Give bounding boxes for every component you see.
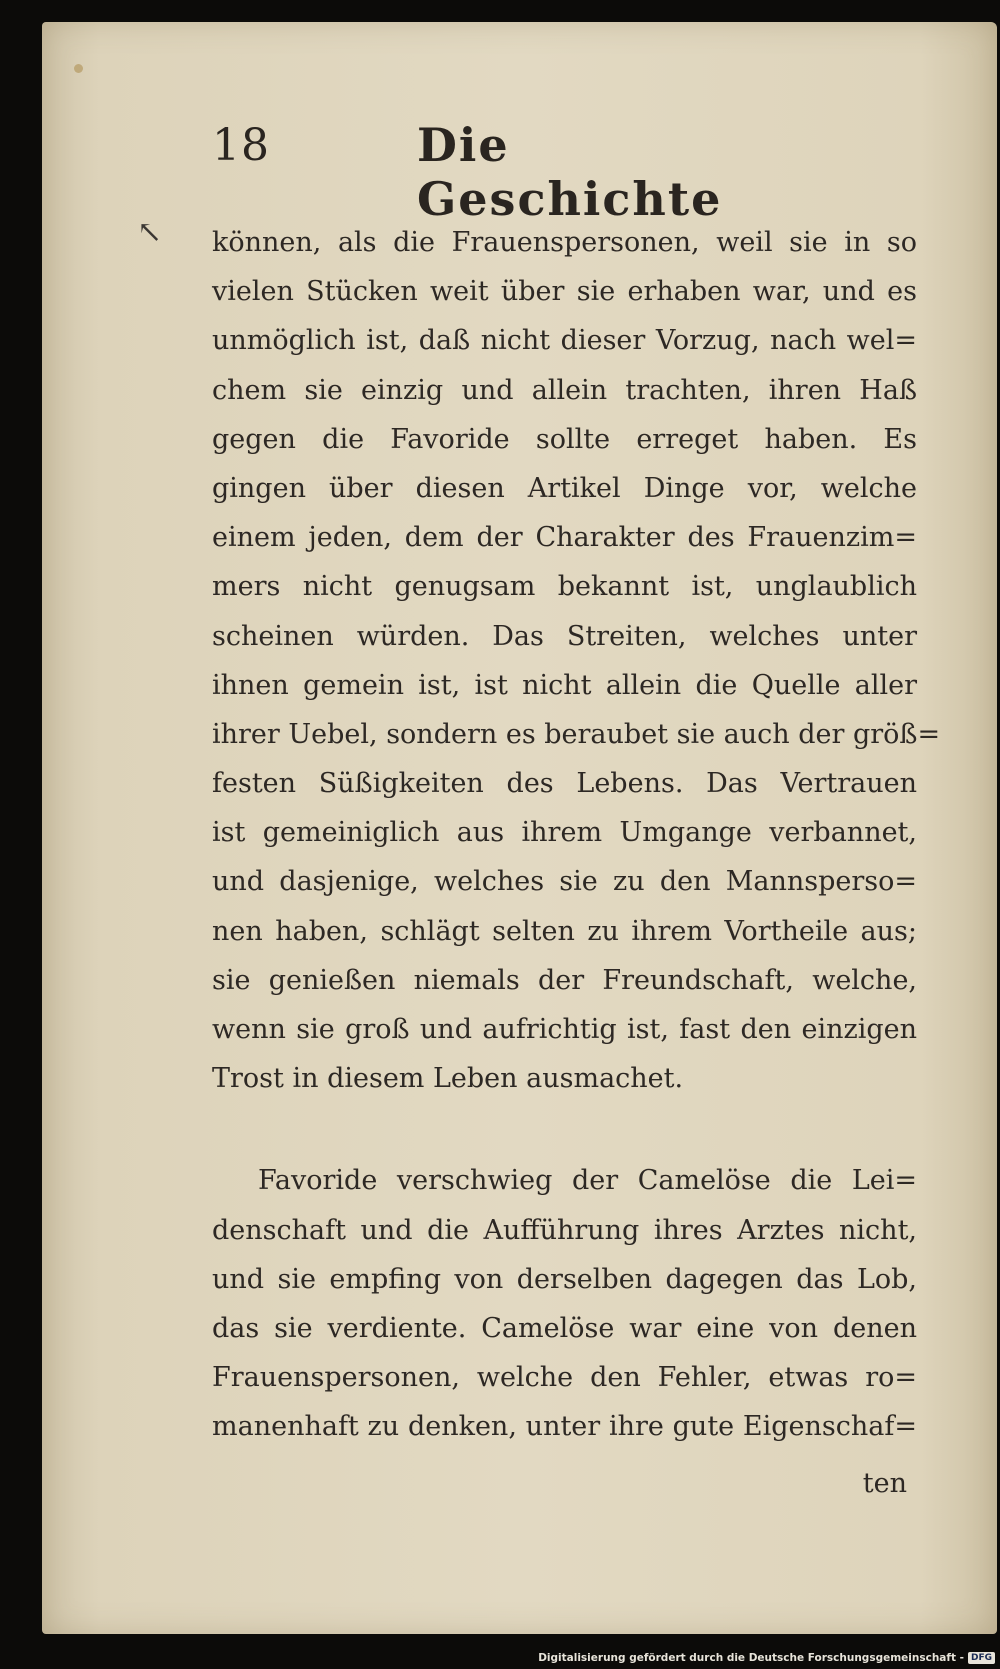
text-line: gegen die Favoride sollte erreget haben. Es	[212, 423, 917, 455]
credit-text: Digitalisierung gefördert durch die Deutsche Forschungsgemeinschaft -	[538, 1652, 964, 1664]
text-line: chem sie einzig und allein trachten, ihren Haß	[212, 374, 917, 406]
text-line: vielen Stücken weit über sie erhaben war, und es	[212, 276, 917, 308]
page-number: 18	[212, 120, 270, 171]
page-header	[212, 112, 772, 226]
text-line: ihnen gemein ist, ist nicht allein die Quelle aller	[212, 669, 917, 701]
text-line: einem jeden, dem der Charakter des Frauenzim=	[212, 522, 917, 554]
paragraph-2	[212, 1156, 917, 1451]
text-line: können, als die Frauenspersonen, weil sie in so	[212, 227, 917, 258]
text-line: Frauenspersonen, welche den Fehler, etwas ro=	[212, 1362, 917, 1394]
catchword: ten	[862, 1468, 907, 1499]
text-line: und sie empfing von derselben dagegen das Lob,	[212, 1263, 917, 1295]
paragraph-1	[212, 218, 941, 1103]
text-line: ihrer Uebel, sondern es beraubet sie auch der größ=	[212, 718, 941, 750]
text-line: sie genießen niemals der Freundschaft, welche,	[212, 964, 917, 996]
text-line: mers nicht genugsam bekannt ist, unglaublich	[212, 571, 917, 603]
paragraph-gap	[212, 1103, 917, 1156]
text-line: denschaft und die Aufführung ihres Arztes nicht,	[212, 1214, 917, 1246]
text-line: und dasjenige, welches sie zu den Mannsperso=	[212, 866, 917, 898]
dfg-logo-icon: DFG	[968, 1652, 995, 1664]
text-line: unmöglich ist, daß nicht dieser Vorzug, nach wel=	[212, 325, 917, 357]
text-line: das sie verdiente. Camelöse war eine von denen	[212, 1312, 917, 1344]
text-line: wenn sie groß und aufrichtig ist, fast den einzigen	[212, 1014, 917, 1045]
text-line: scheinen würden. Das Streiten, welches unter	[212, 620, 917, 652]
digitization-credit	[538, 1650, 995, 1666]
text-line: Favoride verschwieg der Camelöse die Lei=	[258, 1165, 917, 1197]
text-line: festen Süßigkeiten des Lebens. Das Vertrauen	[212, 768, 917, 800]
text-line: nen haben, schlägt selten zu ihrem Vortheile aus;	[212, 915, 917, 947]
body-text	[212, 218, 941, 1452]
running-title: Die Geschichte	[417, 118, 723, 226]
text-line: ist gemeiniglich aus ihrem Umgange verbannet,	[212, 817, 917, 849]
margin-mark: ↖	[137, 215, 163, 250]
paper-stain	[74, 64, 83, 73]
text-line: manenhaft zu denken, unter ihre gute Eigenschaf=	[212, 1411, 917, 1443]
text-line: gingen über diesen Artikel Dinge vor, welche	[212, 472, 917, 504]
text-line: Trost in diesem Leben ausmachet.	[212, 1063, 684, 1095]
book-page	[42, 22, 997, 1634]
